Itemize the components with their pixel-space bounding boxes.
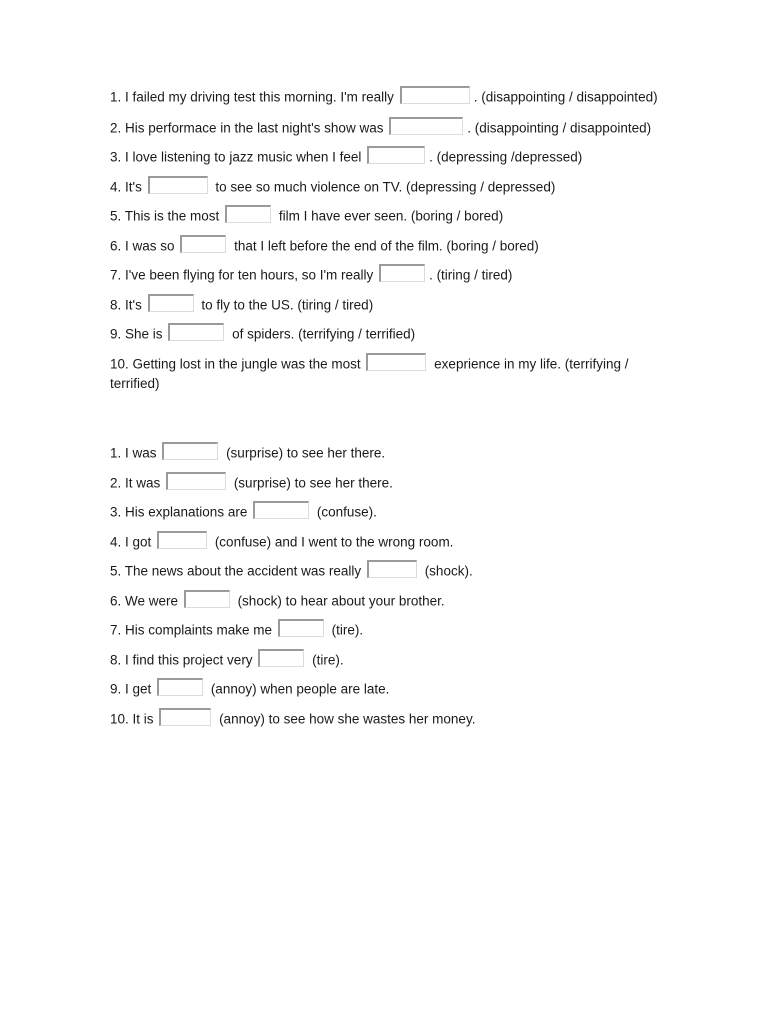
sentence-after: . (disappointing / disappointed) xyxy=(467,120,652,135)
answer-input-1-2[interactable] xyxy=(389,117,463,135)
answer-input-2-1[interactable] xyxy=(162,442,218,460)
sentence-after: (confuse). xyxy=(316,504,377,520)
sentence-before: 7. I've been flying for ten hours, so I'm really xyxy=(110,267,374,283)
sentence-after: . (disappointing / disappointed) xyxy=(473,89,658,105)
answer-input-1-10[interactable] xyxy=(366,353,426,371)
answer-input-1-4[interactable] xyxy=(148,176,208,194)
sentence-before: 10. Getting lost in the jungle was the most xyxy=(110,356,361,371)
sentence-after: (annoy) to see how she wastes her money. xyxy=(219,711,476,726)
answer-input-2-10[interactable] xyxy=(159,708,211,726)
sentence-before: 5. The news about the accident was really xyxy=(110,563,362,579)
exercise-2-item-1 xyxy=(110,442,670,464)
sentence-before: 2. It was xyxy=(110,475,161,490)
answer-input-2-9[interactable] xyxy=(157,678,203,696)
exercise-1-item-5 xyxy=(110,205,670,227)
section-spacer xyxy=(110,394,670,442)
sentence-before: 9. She is xyxy=(110,326,163,342)
sentence-before: 1. I failed my driving test this morning. I'm really xyxy=(110,89,394,105)
sentence-before: 4. It's xyxy=(110,179,142,194)
exercise-2 xyxy=(110,442,670,729)
exercise-2-item-5 xyxy=(110,560,670,582)
sentence-before: 3. His explanations are xyxy=(110,504,248,520)
sentence-after: that I left before the end of the film. (boring / bored) xyxy=(234,238,539,253)
sentence-after: (tire). xyxy=(312,652,344,667)
answer-input-1-7[interactable] xyxy=(379,264,425,282)
answer-input-1-9[interactable] xyxy=(168,323,224,341)
exercise-1-item-6 xyxy=(110,235,670,257)
exercise-2-item-3 xyxy=(110,501,670,523)
exercise-1-item-3 xyxy=(110,146,670,168)
sentence-before: 6. I was so xyxy=(110,238,175,253)
answer-input-1-8[interactable] xyxy=(148,294,194,312)
sentence-before: 8. It's xyxy=(110,297,142,312)
exercise-1-item-7 xyxy=(110,264,670,286)
exercise-1-item-8 xyxy=(110,294,670,316)
answer-input-2-2[interactable] xyxy=(166,472,226,490)
answer-input-2-7[interactable] xyxy=(278,619,324,637)
sentence-after: (shock) to hear about your brother. xyxy=(237,593,445,608)
sentence-after: exeprience in my life. (terrifying / terrified) xyxy=(110,356,629,391)
exercise-1-item-10 xyxy=(110,353,670,395)
exercise-1-item-4 xyxy=(110,176,670,198)
exercise-2-item-2 xyxy=(110,472,670,494)
sentence-after: . (depressing /depressed) xyxy=(429,149,583,165)
sentence-after: (surprise) to see her there. xyxy=(226,445,386,461)
sentence-before: 10. It is xyxy=(110,711,154,726)
sentence-after: of spiders. (terrifying / terrified) xyxy=(232,326,416,342)
exercise-2-item-10 xyxy=(110,708,670,730)
sentence-before: 1. I was xyxy=(110,445,157,461)
answer-input-2-4[interactable] xyxy=(157,531,207,549)
exercise-1-item-2 xyxy=(110,117,670,139)
sentence-before: 3. I love listening to jazz music when I feel xyxy=(110,149,362,165)
answer-input-2-8[interactable] xyxy=(258,649,304,667)
exercise-2-item-4 xyxy=(110,531,670,553)
sentence-after: (surprise) to see her there. xyxy=(233,475,393,490)
sentence-after: (confuse) and I went to the wrong room. xyxy=(214,534,454,549)
answer-input-1-3[interactable] xyxy=(367,146,425,164)
answer-input-1-6[interactable] xyxy=(180,235,226,253)
exercise-1 xyxy=(110,86,670,394)
sentence-before: 9. I get xyxy=(110,681,152,697)
sentence-after: to fly to the US. (tiring / tired) xyxy=(201,297,374,312)
answer-input-1-5[interactable] xyxy=(225,205,271,223)
sentence-after: (annoy) when people are late. xyxy=(210,681,390,697)
exercise-1-item-9 xyxy=(110,323,670,345)
sentence-before: 5. This is the most xyxy=(110,208,220,224)
sentence-before: 7. His complaints make me xyxy=(110,622,273,638)
answer-input-2-6[interactable] xyxy=(184,590,230,608)
exercise-2-item-6 xyxy=(110,590,670,612)
exercise-2-item-7 xyxy=(110,619,670,641)
sentence-after: . (tiring / tired) xyxy=(429,267,513,283)
sentence-after: to see so much violence on TV. (depressing / depressed) xyxy=(215,179,556,194)
exercise-2-item-8 xyxy=(110,649,670,671)
sentence-after: film I have ever seen. (boring / bored) xyxy=(278,208,504,224)
sentence-before: 6. We were xyxy=(110,593,179,608)
answer-input-2-5[interactable] xyxy=(367,560,417,578)
sentence-before: 8. I find this project very xyxy=(110,652,253,667)
sentence-after: (tire). xyxy=(331,622,364,638)
exercise-1-item-1 xyxy=(110,86,670,108)
exercise-2-item-9 xyxy=(110,678,670,700)
worksheet xyxy=(110,86,670,729)
sentence-after: (shock). xyxy=(424,563,473,579)
answer-input-1-1[interactable] xyxy=(400,86,470,104)
sentence-before: 4. I got xyxy=(110,534,152,549)
sentence-before: 2. His performace in the last night's show was xyxy=(110,120,384,135)
answer-input-2-3[interactable] xyxy=(253,501,309,519)
